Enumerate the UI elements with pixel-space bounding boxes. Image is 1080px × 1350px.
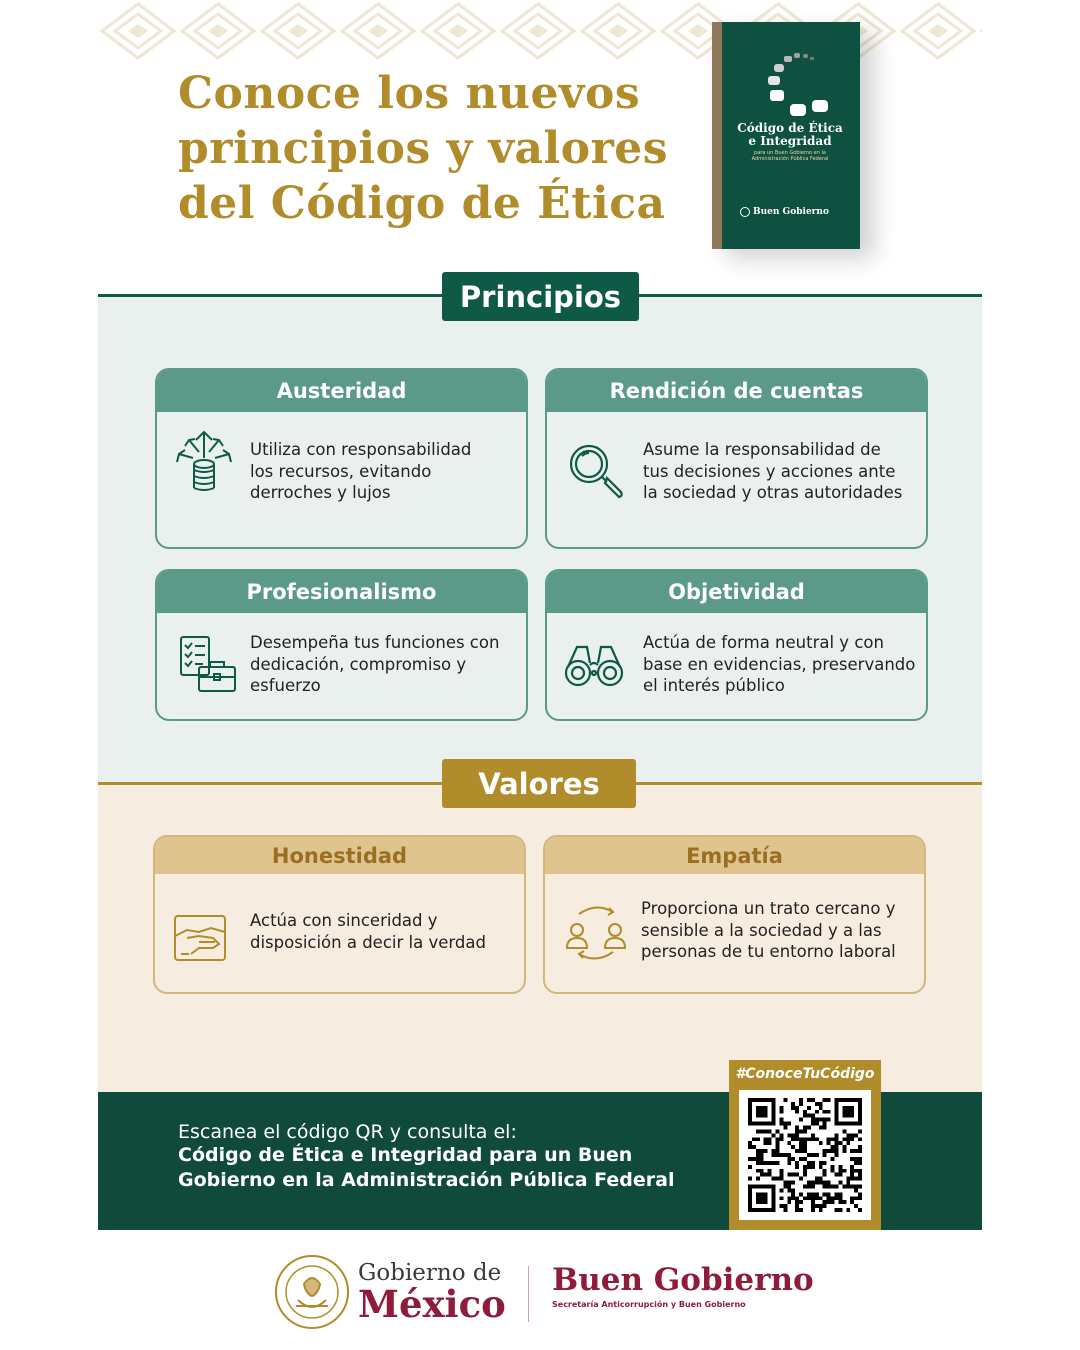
document-name: Código de Ética e Integridad para un Buen Gobierno en la Administración Pública Federal — [178, 1144, 675, 1191]
card-austeridad — [155, 368, 528, 549]
people-exchange-icon — [565, 902, 627, 964]
coins-arrows-icon — [173, 430, 235, 492]
card-title: Rendición de cuentas — [547, 370, 926, 412]
book-spine — [712, 22, 722, 249]
magnifier-icon — [565, 440, 627, 502]
page-title: Conoce los nuevos principios y valores del Código de Ética — [178, 68, 669, 229]
footer-logos — [98, 1230, 982, 1350]
poster — [98, 0, 982, 1350]
secretaria-label: Secretaría Anticorrupción y Buen Gobierno — [552, 1300, 746, 1309]
card-profesionalismo — [155, 569, 528, 721]
binoculars-icon — [563, 633, 625, 695]
book-logo-icon — [750, 50, 830, 120]
qr-code-icon[interactable] — [747, 1098, 863, 1212]
principios-heading: Principios — [442, 272, 639, 321]
book-brand — [740, 207, 850, 217]
card-description: Actúa de forma neutral y con base en evidencias, preservando el interés público — [643, 633, 916, 695]
card-description: Utiliza con responsabilidad los recursos, evitando derroches y lujos — [250, 440, 472, 502]
card-description: Asume la responsabilidad de tus decisiones y acciones ante la sociedad y otras autoridades — [643, 440, 903, 502]
hashtag: #ConoceTuCódigo — [735, 1066, 875, 1082]
buen-gobierno-logo: Buen Gobierno — [552, 1262, 814, 1298]
card-description: Desempeña tus funciones con dedicación, compromiso y esfuerzo — [250, 633, 500, 695]
card-title: Empatía — [545, 837, 924, 874]
gobierno-de-label: Gobierno de — [358, 1260, 502, 1286]
book-subtitle: para un Buen Gobierno en la Administración Pública Federal — [751, 150, 829, 162]
card-description: Proporciona un trato cercano y sensible a la sociedad y a las personas de tu entorno laboral — [641, 899, 896, 961]
seal-icon — [740, 207, 750, 217]
qr-code[interactable] — [739, 1090, 871, 1220]
card-empatia — [543, 835, 926, 994]
book-cover — [712, 22, 860, 249]
book-title: Código de Ética e Integridad — [737, 121, 843, 148]
national-seal-icon — [274, 1254, 350, 1330]
card-honestidad — [153, 835, 526, 994]
qr-container — [729, 1060, 881, 1230]
logo-divider — [528, 1266, 529, 1322]
card-description: Actúa con sinceridad y disposición a decir la verdad — [250, 911, 486, 952]
card-title: Austeridad — [157, 370, 526, 412]
qr-instruction: Escanea el código QR y consulta el: — [178, 1121, 517, 1143]
handshake-icon — [169, 910, 231, 972]
card-rendicion-de-cuentas — [545, 368, 928, 549]
checklist-briefcase-icon — [177, 633, 239, 695]
book-brand-label: Buen Gobierno — [753, 207, 829, 217]
valores-heading: Valores — [442, 759, 636, 808]
card-title: Honestidad — [155, 837, 524, 874]
card-title: Objetividad — [547, 571, 926, 613]
mexico-label: México — [358, 1282, 506, 1326]
card-objetividad — [545, 569, 928, 721]
card-title: Profesionalismo — [157, 571, 526, 613]
